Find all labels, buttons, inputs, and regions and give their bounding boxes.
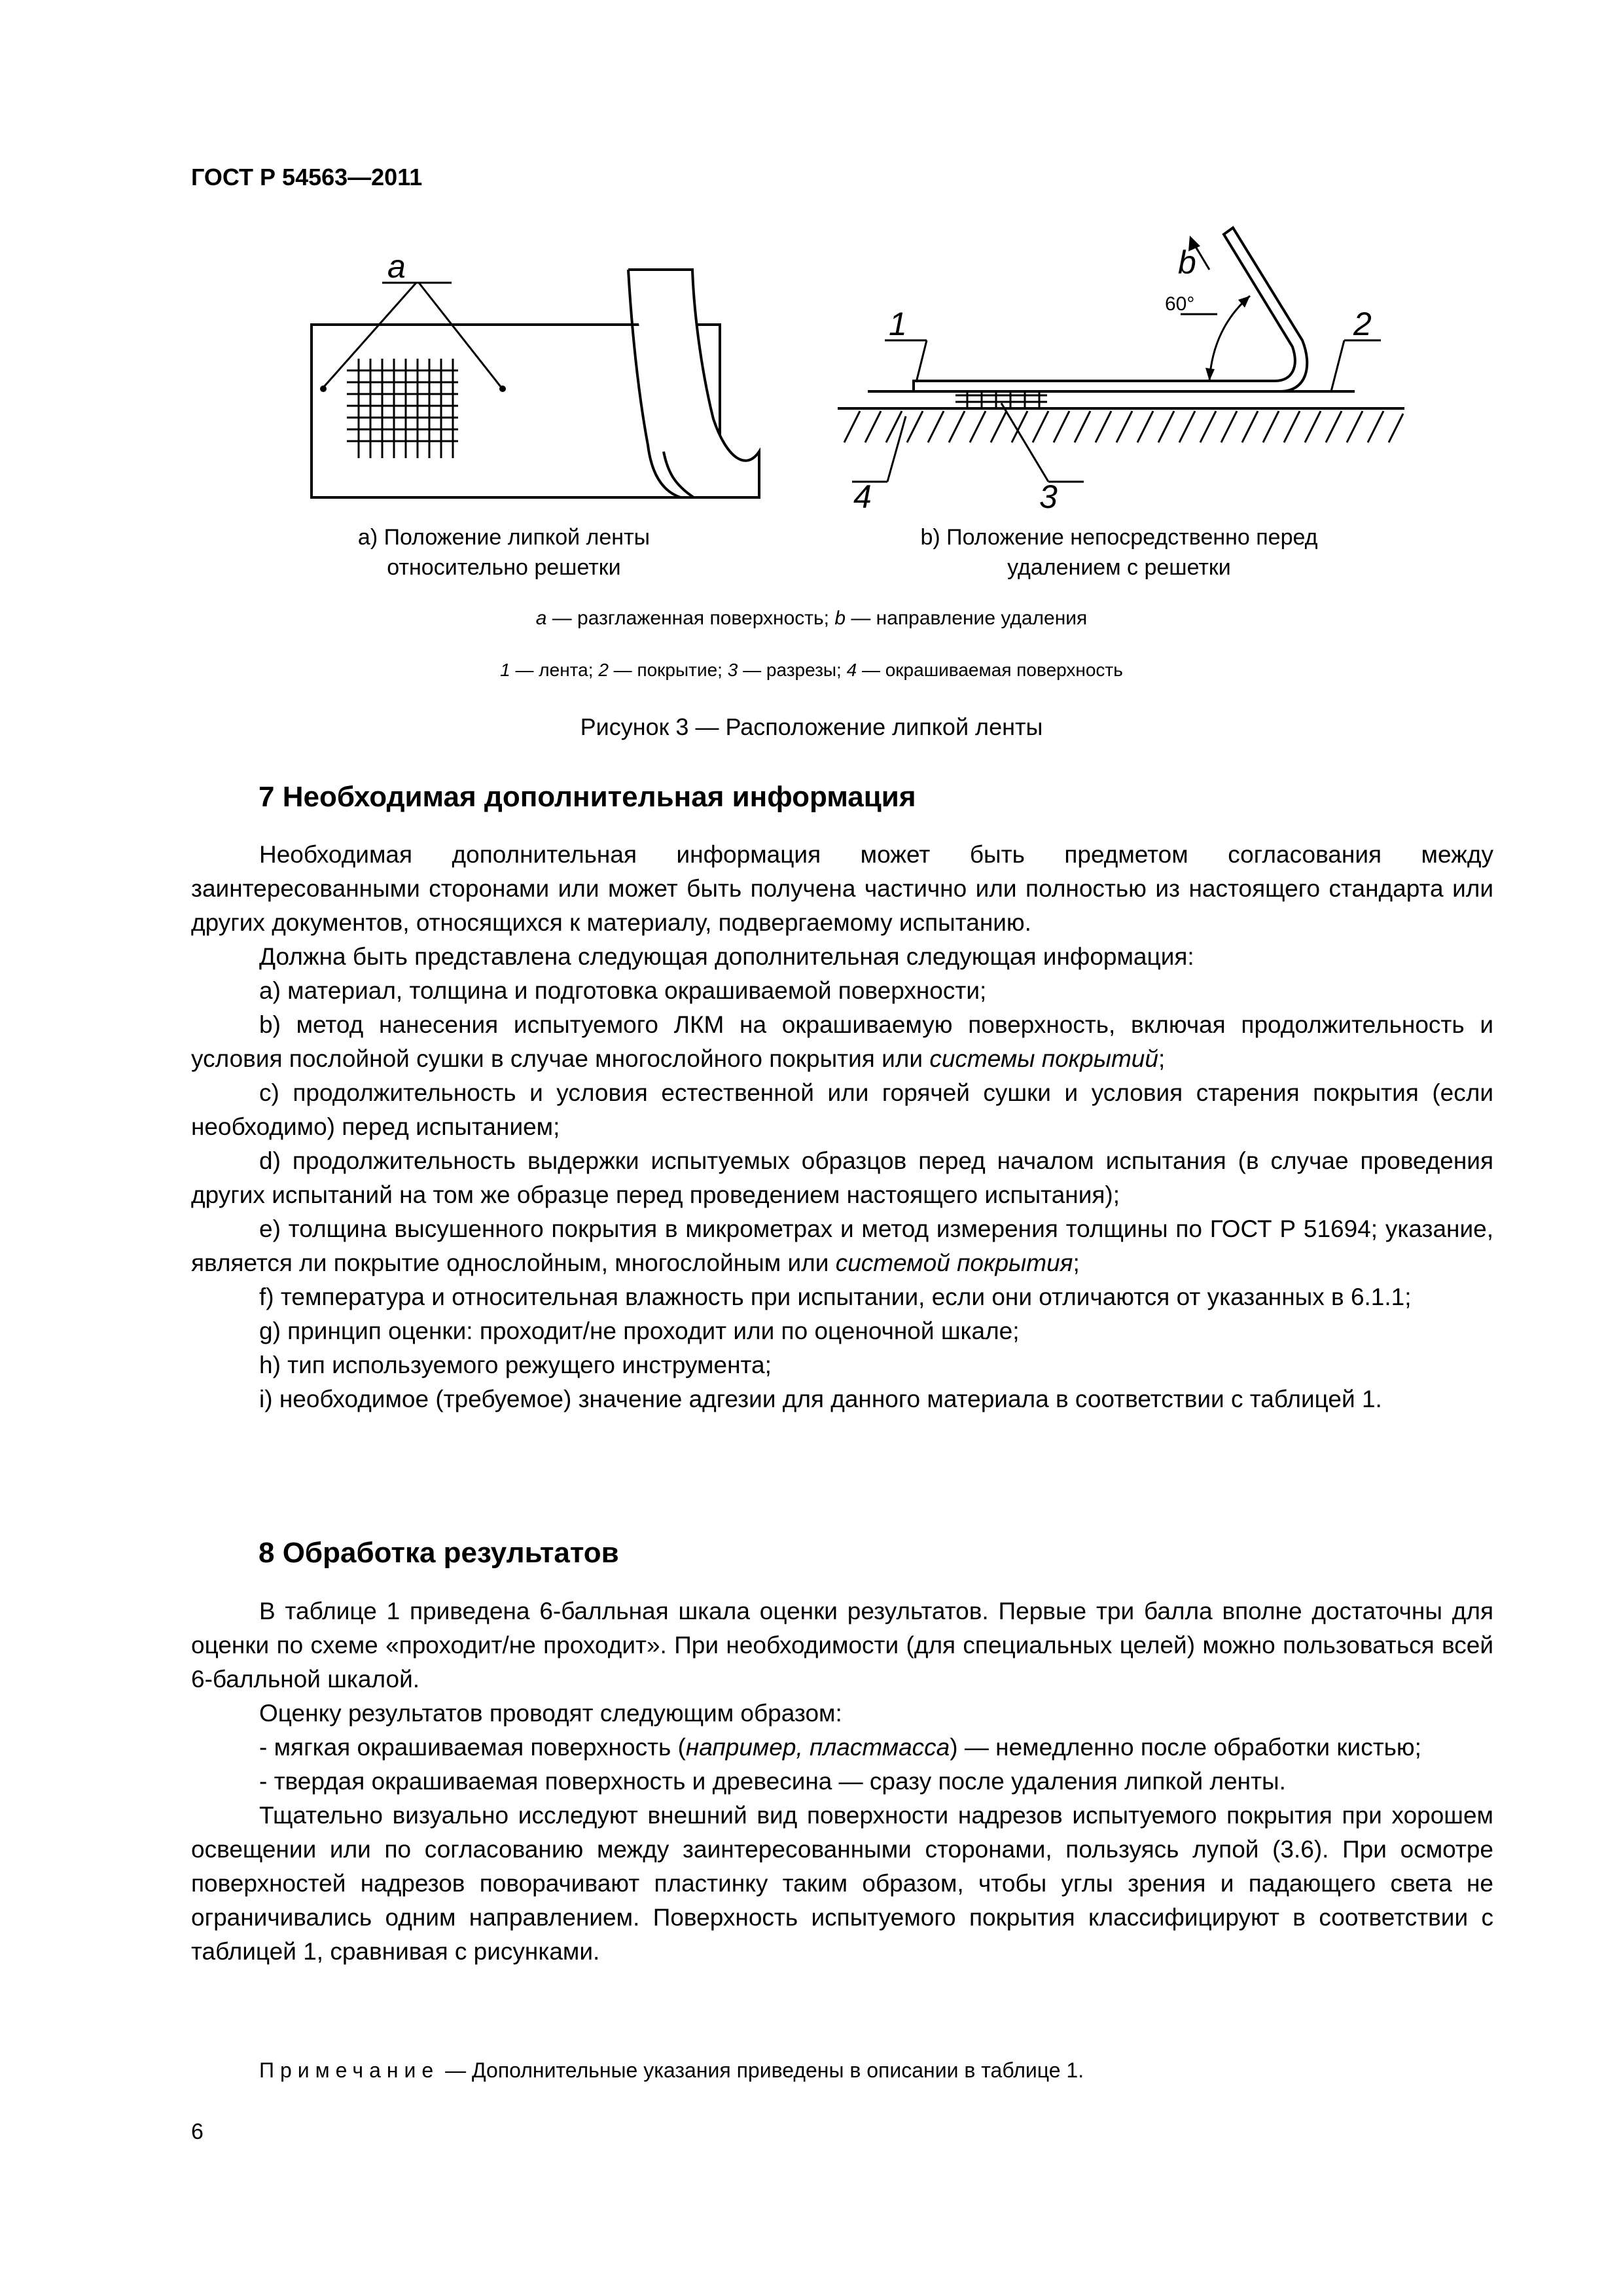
section-8-heading: 8 Обработка результатов	[259, 1537, 619, 1569]
note	[259, 2058, 1084, 2083]
list-item-c: c) продолжительность и условия естественной или горячей сушки и условия старения покрытия (если необходимо) перед испытанием;	[191, 1079, 1493, 1140]
section-8-paragraph-2: Оценку результатов проводят следующим образом:	[259, 1700, 842, 1727]
document-header: ГОСТ Р 54563—2011	[191, 164, 423, 190]
list-item-g: g) принцип оценки: проходит/не проходит или по оценочной шкале;	[259, 1318, 1020, 1344]
figure-panel-b	[838, 228, 1404, 482]
section-8-list-item-2: - твердая окрашиваемая поверхность и древесина — сразу после удаления липкой ленты.	[259, 1768, 1286, 1795]
section-8-body	[191, 1594, 1493, 1969]
list-item-i: i) необходимое (требуемое) значение адгезии для данного материала в соответствии с таблицей 1.	[259, 1386, 1382, 1412]
section-7-body	[191, 838, 1493, 1416]
label-4: 4	[853, 478, 872, 515]
tape	[914, 228, 1307, 391]
list-item-f: f) температура и относительная влажность при испытании, если они отличаются от указанных в 6.1.1;	[259, 1283, 1412, 1310]
figure-3-drawing	[0, 0, 1623, 759]
section-7-heading: 7 Необходимая дополнительная информация	[259, 781, 916, 813]
section-7-paragraph-2: Должна быть представлена следующая дополнительная следующая информация:	[259, 943, 1194, 970]
note-text: — Дополнительные указания приведены в описании в таблице 1.	[439, 2058, 1084, 2082]
substrate-hatching	[844, 411, 1403, 442]
section-8-paragraph-1: В таблице 1 приведена 6-балльная шкала оценки результатов. Первые три балла вполне достаточны для оценки по схеме «проходит/не проходит». При необходимости (для специальных целей) можно пользоваться всей 6-балльной шкалой.	[191, 1598, 1493, 1693]
label-3: 3	[1039, 478, 1058, 515]
caption-panel-b: b) Положение непосредственно перед удалением с решетки	[920, 525, 1318, 580]
section-7-paragraph-1: Необходимая дополнительная информация может быть предметом согласования между заинтересованными сторонами или может быть получена частично или полностью из настоящего стандарта или других документов, относящихся к материалу, подвергаемому испытанию.	[191, 841, 1493, 936]
list-item-b: b) метод нанесения испытуемого ЛКМ на окрашиваемую поверхность, включая продолжительность и условия послойной сушки в случае многослойного покрытия или системы покрытий;	[191, 1011, 1493, 1072]
cut-grid	[347, 359, 458, 458]
label-1: 1	[889, 306, 907, 342]
list-item-h: h) тип используемого режущего инструмента;	[259, 1352, 772, 1378]
label-b: b	[1178, 244, 1196, 281]
section-8-list-item-1: - мягкая окрашиваемая поверхность (например, пластмасса) — немедленно после обработки кистью;	[259, 1734, 1421, 1761]
figure-panel-a	[312, 270, 759, 497]
figure-title: Рисунок 3 — Расположение липкой ленты	[580, 713, 1043, 740]
caption-panel-a: a) Положение липкой ленты относительно решетки	[357, 525, 651, 580]
page-number: 6	[191, 2119, 204, 2144]
figure-legend-letters: a — разглаженная поверхность; b — направление удаления	[535, 607, 1088, 629]
list-item-d: d) продолжительность выдержки испытуемых образцов перед началом испытания (в случае проведения других испытаний на том же образце перед проведением настоящего испытания);	[191, 1147, 1493, 1208]
label-a: a	[387, 248, 406, 285]
curled-tape	[628, 270, 759, 497]
figure-legend-numbers: 1 — лента; 2 — покрытие; 3 — разрезы; 4 — окрашиваемая поверхность	[500, 660, 1123, 680]
list-item-a: a) материал, толщина и подготовка окрашиваемой поверхности;	[259, 977, 987, 1004]
note-label: Примечание	[259, 2058, 440, 2082]
angle-label: 60°	[1165, 293, 1195, 315]
list-item-e: e) толщина высушенного покрытия в микрометрах и метод измерения толщины по ГОСТ Р 51694; указание, является ли покрытие однослойным, многослойным или системой покрытия;	[191, 1215, 1493, 1276]
label-2: 2	[1353, 306, 1372, 342]
section-8-paragraph-3: Тщательно визуально исследуют внешний вид поверхности надрезов испытуемого покрытия при хорошем освещении или по согласованию между заинтересованными сторонами, пользуясь лупой (3.6). При осмотре поверхностей надрезов поворачивают пластинку таким образом, чтобы углы зрения и падающего света не ограничивались одним направлением. Поверхность испытуемого покрытия классифицируют в соответствии с таблицей 1, сравнивая с рисунками.	[191, 1802, 1493, 1965]
